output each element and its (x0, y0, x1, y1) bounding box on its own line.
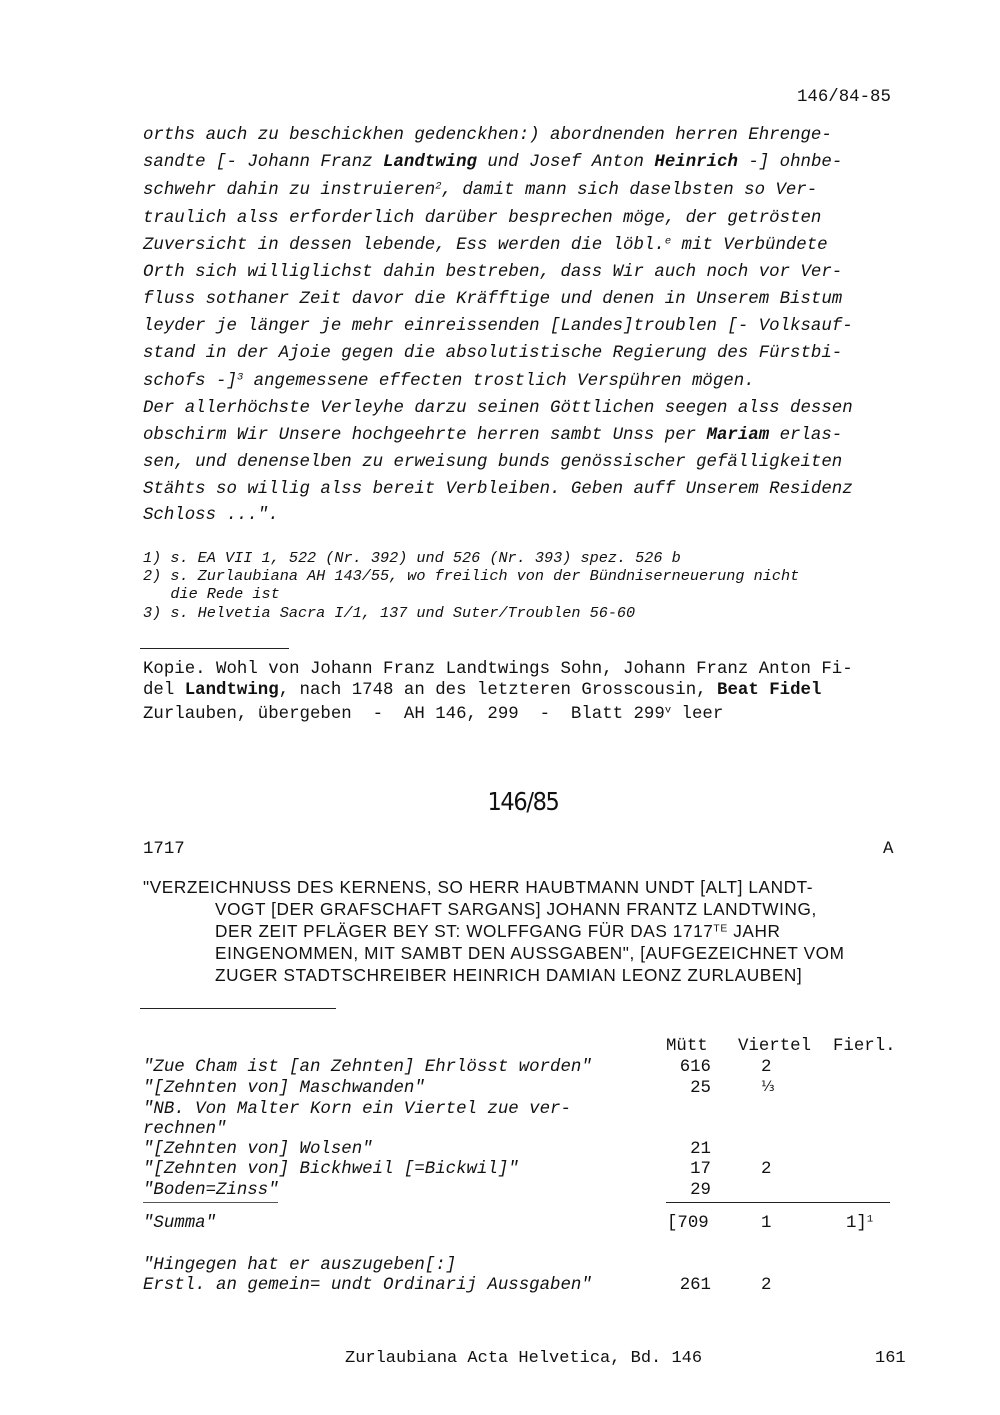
text-line: fluss sothaner Zeit davor die Kräfftige und denen in Unserem Bistum (143, 290, 843, 309)
footnote: 2) s. Zurlaubiana AH 143/55, wo freilich von der Bündniserneuerung nicht (143, 567, 800, 585)
footnote-ref: 2 (435, 180, 442, 193)
footnote: 1) s. EA VII 1, 522 (Nr. 392) und 526 (Nr. 393) spez. 526 b (143, 549, 681, 567)
text-line: schwehr dahin zu instruieren$^2$, damit mann sich daselbsten so Ver- (143, 180, 818, 200)
superscript: e (664, 235, 672, 248)
divider (140, 1008, 336, 1009)
text-line: Orth sich williglichst dahin bestreben, dass Wir auch noch vor Ver- (143, 263, 843, 282)
text-line: orths auch zu beschickhen gedenckhen:) abordnenden herren Ehrenge- (143, 126, 832, 145)
text-line: Der allerhöchste Verleyhe darzu seinen Göttlichen seegen alss dessen (143, 399, 853, 418)
footnote-ref: 3 (236, 371, 244, 384)
divider (143, 1202, 278, 1203)
name-landtwing: Landtwing (383, 153, 477, 172)
name-mariam: Mariam (706, 426, 770, 445)
text-line: Stähts so willig alss bereit Verbleiben. Geben auff Unserem Residenz (143, 480, 853, 499)
document-type: A (883, 840, 894, 859)
publication-footer: Zurlaubiana Acta Helvetica, Bd. 146 (345, 1349, 703, 1368)
note-line: del Landtwing, nach 1748 an des letzteren Grosscousin, Beat Fidel (143, 681, 822, 700)
text-line: sen, und denenselben zu erweisung bunds genössischer gefälligkeiten (143, 453, 843, 472)
text-line: schofs -]$^3$ angemessene effecten trostlich Verspühren mögen. (143, 371, 755, 391)
sum-rule (666, 1202, 890, 1203)
note-line: Zurlauben, übergeben - AH 146, 299 - Blatt 299$^v$ leer (143, 704, 724, 724)
text-line: sandte [- Johann Franz Landtwing und Josef Anton Heinrich -] ohnbe- (143, 153, 843, 172)
document-year: 1717 (143, 840, 185, 859)
name-heinrich: Heinrich (654, 153, 738, 172)
column-header: Viertel (738, 1037, 812, 1056)
document-number: 146/85 (487, 787, 559, 816)
text-line: obschirm Wir Unsere hochgeehrte herren sambt Unss per Mariam erlas- (143, 426, 843, 445)
text-line: stand in der Ajoie gegen die absolutistische Regierung des Fürstbi- (143, 344, 843, 363)
title-line: DER ZEIT PFLÄGER BEY ST: WOLFFGANG FÜR DAS $1717^{TE}$ JAHR (215, 921, 781, 941)
footnote: die Rede ist (143, 585, 280, 603)
page-number: 161 (875, 1349, 906, 1368)
note-line: Kopie. Wohl von Johann Franz Landtwings Sohn, Johann Franz Anton Fi- (143, 660, 853, 679)
text-line: Schloss ...". (143, 506, 279, 525)
title-line: EINGENOMMEN, MIT SAMBT DEN AUSSGABEN", [AUFGEZEICHNET VOM (215, 943, 845, 963)
text-line: traulich alss erforderlich darüber besprechen möge, der getrösten (143, 209, 822, 228)
page-reference: 146/84-85 (797, 88, 891, 107)
divider (140, 648, 289, 649)
column-header: Mütt (666, 1037, 708, 1056)
column-header: Fierl. (833, 1037, 896, 1056)
footnote: 3) s. Helvetia Sacra I/1, 137 und Suter/Troublen 56-60 (143, 604, 636, 622)
text-line: leyder je länger je mehr einreissenden [Landes]troublen [- Volksauf- (143, 317, 853, 336)
title-line: ZUGER STADTSCHREIBER HEINRICH DAMIAN LEONZ ZURLAUBEN] (215, 965, 803, 985)
title-line: "VERZEICHNUSS DES KERNENS, SO HERR HAUBTMANN UNDT [ALT] LANDT- (143, 877, 814, 897)
text-line: "Hingegen hat er auszugeben[:] (143, 1256, 457, 1275)
text-line: Zuversicht in dessen lebende, Ess werden die löbl.$^e$ mit Verbündete (143, 235, 828, 255)
title-line: VOGT [DER GRAFSCHAFT SARGANS] JOHANN FRANTZ LANDTWING, (215, 899, 817, 919)
